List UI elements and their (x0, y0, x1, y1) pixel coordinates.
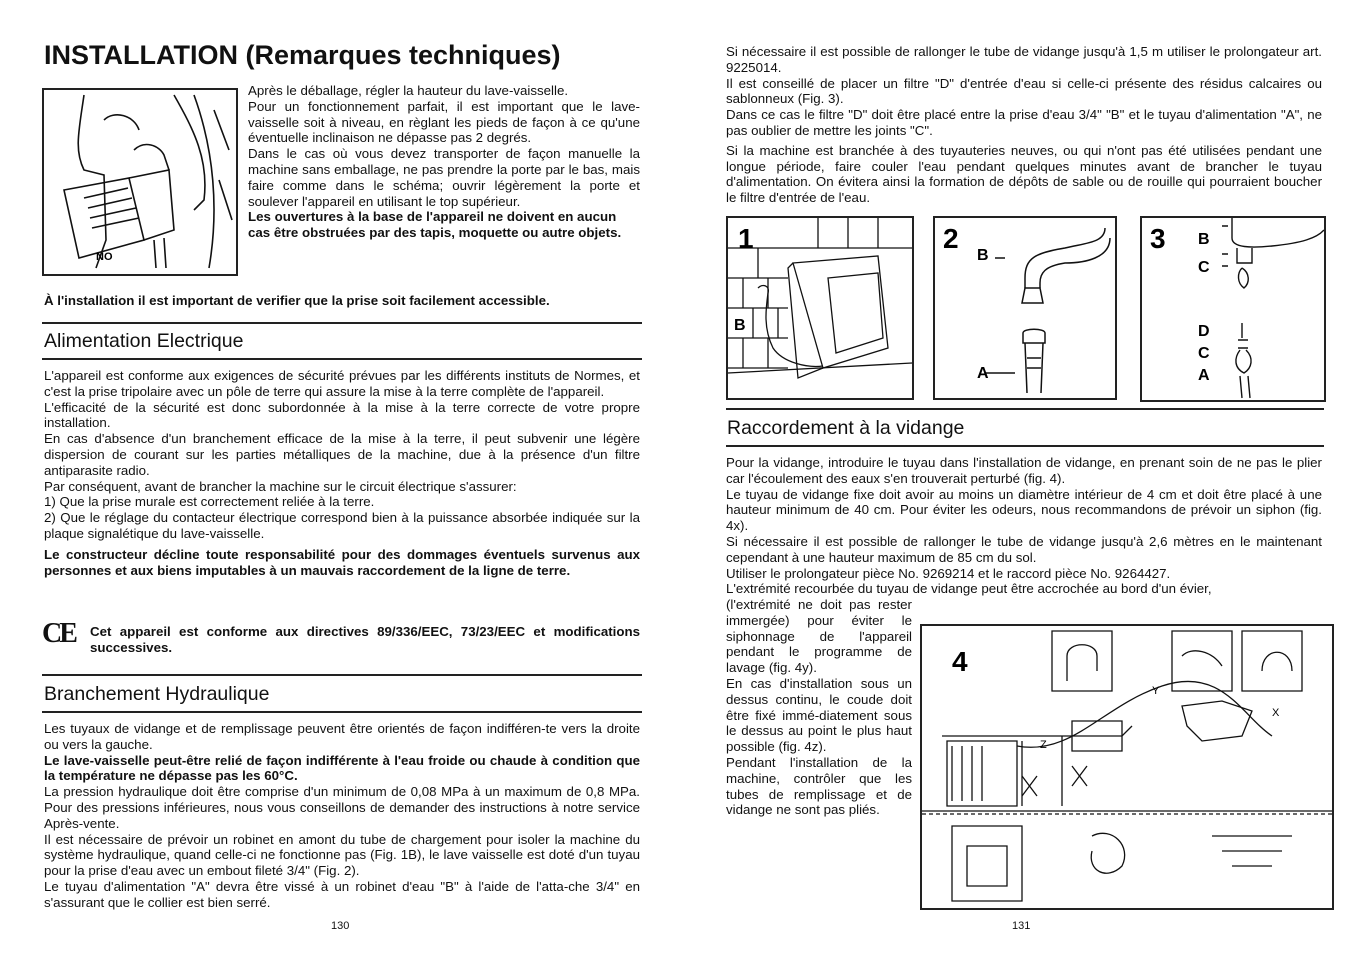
section-vidange-title: Raccordement à la vidange (727, 417, 965, 439)
vidange-line-1: Pour la vidange, introduire le tuyau dans l'installation de vidange, en prenant soin de ne pas le plier car l'écoulement des eaux s'en trouverait perturbé (fig. 4). (726, 455, 1322, 486)
hose-connection-illustration (935, 218, 1115, 398)
carry-dishwasher-illustration (44, 90, 236, 274)
rule-sec3 (726, 408, 1324, 410)
rule-sec3-bottom (726, 445, 1324, 447)
hydro-line-3: Le tuyau d'alimentation "A" devra être vissé à un robinet d'eau "B" à l'aide de l'atta-che 3/4" en s'assurant que le collier est bien serré. (44, 878, 640, 910)
vidange-line-3: Si nécessaire il est possible de rallonger le tube de vidange jusqu'à 2,6 mètres en le maintenant cependant à une hauteur maximum de 85 cm du sol. (726, 533, 1322, 565)
section-vidange-body (726, 455, 1322, 597)
alim-line-6: 2) Que le réglage du contacteur électrique correspond bien à la puissance absorbée indiquée sur la plaque signalétique du lave-vaisselle. (44, 510, 640, 541)
right-top-text (726, 44, 1322, 206)
col-line-2: En cas d'installation sous un dessus continu, le coude doit être fixé immé-diatement sous le dessus au point le plus haut possible (fig. 4z). (726, 675, 912, 755)
rule-sec1-bottom (42, 358, 642, 360)
right-line-3: Dans ce cas le filtre "D" doit être placé entre la prise d'eau 3/4" "B" et le tuyau d'alimentation "A", ne pas oublier de mettre les joints "C". (726, 107, 1322, 138)
figure-1 (726, 216, 914, 400)
fig3-label-c1: C (1198, 259, 1210, 276)
alim-disclaimer: Le constructeur décline toute responsabilité pour des dommages éventuels survenus aux personnes et aux biens imputables à un mauvais raccordement de la ligne de terre. (44, 546, 640, 578)
rule-sec2 (42, 674, 642, 676)
fig1-label-b: B (734, 317, 746, 334)
vidange-line-4: Utiliser le prolongateur pièce No. 9269214 et le raccord pièce No. 9264427. (726, 565, 1171, 581)
fig2-label-b: B (977, 247, 989, 264)
right-line-1: Si nécessaire il est possible de rallonger le tube de vidange jusqu'à 1,5 m utiliser le prolongateur art. 9225014. (726, 44, 1322, 75)
alim-line-4: Par conséquent, avant de brancher la machine sur le circuit électrique s'assurer: (44, 478, 517, 494)
section-hydraulique-title: Branchement Hydraulique (44, 683, 270, 705)
section-hydraulique-body (44, 721, 640, 911)
filter-assembly-illustration (1142, 218, 1324, 400)
fig3-label-d: D (1198, 323, 1210, 340)
accessibility-note: À l'installation il est important de verifier que la prise soit facilement accessible. (44, 293, 550, 308)
fig1-number: 1 (738, 223, 754, 254)
fig3-label-b: B (1198, 231, 1210, 248)
fig3-label-a: A (1198, 367, 1210, 384)
hydro-bold: Le lave-vaisselle peut-être relié de façon indifférente à l'eau froide ou chaude à condition que la température ne dépasse pas les 60°C. (44, 752, 640, 784)
hydro-line-2: Il est nécessaire de prévoir un robinet en amont du tube de chargement pour isoler la machine du système hydraulique, quand celle-ci ne fonctionne pas (Fig. 1B), le lave vaisselle est doté d'un tuyau pour la prise d'eau avec un embout fileté 3/4" (Fig. 2). (44, 831, 640, 879)
fig4-label-x: X (1272, 707, 1280, 719)
fig4-number: 4 (952, 646, 968, 677)
intro-line-2: Pour un fonctionnement parfait, il est important que le lave-vaisselle soit à niveau, en règlant les pieds de façon à ce qu'une éventuelle inclinaison ne dépasse pas 2 degrés. (248, 98, 640, 146)
right-p2: Si la machine est branchée à des tuyauteries neuves, ou qui n'ont pas été utilisées pendant une longue période, faire couler l'eau pendant quelques minutes avant de brancher le tuyau d'alimentation. On évitera ainsi la formation de dépôts de sable ou de rouille qui pourraient boucher le filtre d'entrée de l'eau. (726, 142, 1322, 206)
hydro-p1: Les tuyaux de vidange et de remplissage peuvent être orientés de façon indifféren-te vers la droite ou vers la gauche. (44, 721, 640, 752)
drain-installation-illustration (922, 626, 1332, 908)
alim-line-5: 1) Que la prise murale est correctement reliée à la terre. (44, 494, 375, 510)
figure-4 (920, 624, 1334, 910)
rule-sec2-bottom (42, 711, 642, 713)
figure-2 (933, 216, 1117, 400)
fig4-label-y: Y (1152, 685, 1160, 697)
alim-line-3: En cas d'absence d'un branchement efficace de la mise à la terre, il peut subvenir une légère dispersion de courant sur les parties métalliques de la machine, due à la présence d'un filtre antiparasite radio. (44, 431, 640, 478)
no-label: NO (96, 251, 113, 263)
vidange-line-5: L'extrémité recourbée du tuyau de vidange peut être accrochée au bord d'un évier, (726, 581, 1212, 597)
intro-text (248, 83, 640, 241)
alim-line-1: L'appareil est conforme aux exigences de sécurité prévues par les différents instituts de Normes, et c'est la prise tripolaire avec un pôle de terre qui assure la mise à la terre complète de l'appareil. (44, 368, 640, 399)
right-line-2: Il est conseillé de placer un filtre "D" d'entrée d'eau si celle-ci présente des résidus calcaires ou sablonneux (Fig. 3). (726, 75, 1322, 107)
section-alimentation-body (44, 368, 640, 578)
ce-mark: CE (42, 618, 75, 649)
fig3-number: 3 (1150, 223, 1166, 254)
page-title: INSTALLATION (Remarques techniques) (44, 40, 561, 70)
hydro-line-1: La pression hydraulique doit être comprise d'un minimum de 0,08 MPa à un maximum de 0,8 MPa. Pour des pressions inférieures, nous vous conseillons de demander des instructions à notre service Après-vente. (44, 784, 640, 831)
section-alimentation-title: Alimentation Electrique (44, 330, 244, 352)
intro-figure (42, 88, 238, 276)
fig2-label-a: A (977, 365, 989, 382)
col-line-3: Pendant l'installation de la machine, contrôler que les tubes de remplissage et de vidange ne sont pas pliés. (726, 754, 912, 818)
fig3-label-c2: C (1198, 345, 1210, 362)
vidange-line-2: Le tuyau de vidange fixe doit avoir au moins un diamètre intérieur de 4 cm et doit être placé à une hauteur minimum de 40 cm. Pour éviter les odeurs, nous recommandons de prévoir un siphon (fig. 4x). (726, 486, 1322, 534)
intro-line-3: Dans le cas où vous devez transporter de façon manuelle la machine sans emballage, ne pas prendre la porte par le bas, mais faire comme dans le schéma; ouvrir légèrement la porte et soulever l'appareil en utilisant le top supérieur. (248, 146, 640, 209)
intro-warning: Les ouvertures à la base de l'appareil ne doivent en aucun cas être obstruées par des tapis, moquette ou autre objets. (248, 209, 622, 241)
ce-compliance-text: Cet appareil est conforme aux directives 89/336/EEC, 73/23/EEC et modifications successives. (90, 624, 640, 655)
dishwasher-tap-illustration (728, 218, 912, 398)
fig4-label-z: Z (1040, 739, 1047, 751)
vidange-column (726, 597, 912, 818)
alim-line-2: L'efficacité de la sécurité est donc subordonnée à la mise à la terre correcte de votre propre installation. (44, 399, 640, 431)
figure-3 (1140, 216, 1326, 402)
page-number-right: 131 (1012, 920, 1031, 932)
rule-sec1 (42, 322, 642, 324)
col-line-1: (l'extrémité ne doit pas rester immergée) pour éviter le siphonnage de l'appareil pendant le programme de lavage (fig. 4y). (726, 597, 912, 676)
page-number-left: 130 (331, 920, 350, 932)
intro-line-1: Après le déballage, régler la hauteur du lave-vaisselle. (248, 83, 569, 98)
fig2-number: 2 (943, 223, 959, 254)
